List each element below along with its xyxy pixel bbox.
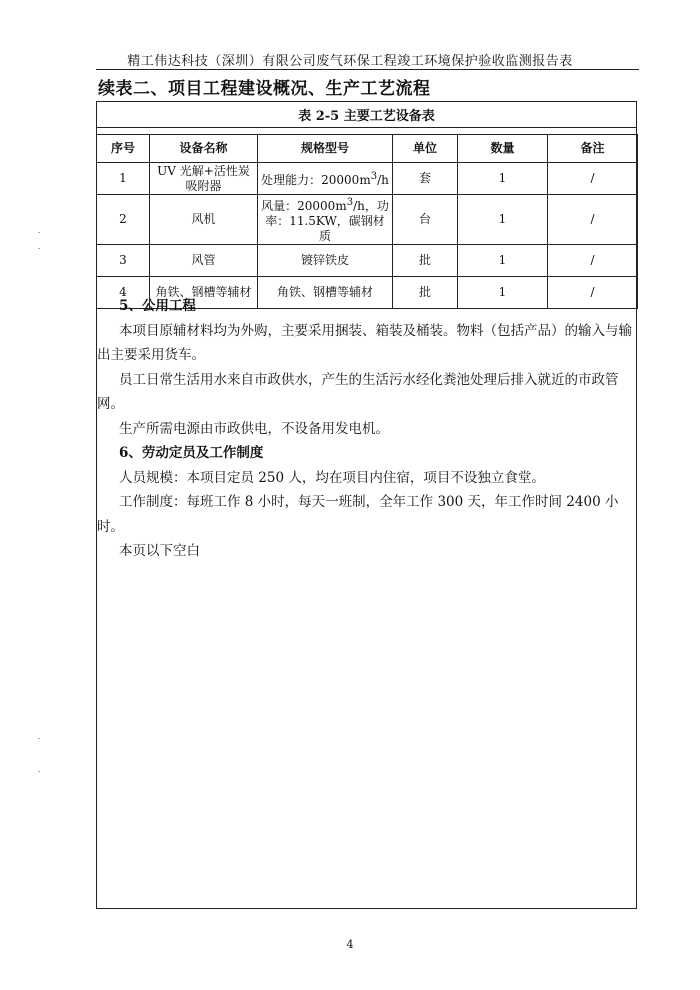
equipment-table: [96, 134, 638, 309]
cell-seq: 2: [97, 195, 150, 245]
utilities-heading: 5、公用工程: [119, 298, 196, 314]
utilities-paragraph-water: 员工日常生活用水来自市政供水，产生的生活污水经化粪池处理后排入就近的市政管网。: [97, 371, 619, 412]
column-header-note: 备注: [548, 135, 638, 163]
cell-seq: 4: [97, 277, 150, 309]
spec-text: 风量：20000m: [261, 199, 347, 213]
cell-unit: 批: [393, 277, 458, 309]
spec-text: 角铁、钢槽等辅材: [276, 285, 373, 299]
cell-name: UV 光解+活性炭吸附器: [150, 163, 258, 195]
cell-spec: [258, 195, 393, 245]
cell-unit: 台: [393, 195, 458, 245]
report-header-title: 精工伟达科技（深圳）有限公司废气环保工程竣工环境保护验收监测报告表: [127, 54, 573, 69]
cell-qty: 1: [458, 277, 548, 309]
cell-name: 风管: [150, 245, 258, 277]
cell-qty: 1: [458, 245, 548, 277]
spec-suffix: /h，功率：11.5KW，碳钢材质: [265, 199, 389, 243]
utilities-paragraph-materials: 本项目原辅材料均为外购，主要采用捆装、箱装及桶装。物料（包括产品）的输入与输出主要采用货车。: [97, 322, 632, 363]
cell-name: 风机: [150, 195, 258, 245]
cell-note: /: [548, 163, 638, 195]
margin-speck: [38, 232, 40, 233]
table-caption: 表 2-5 主要工艺设备表: [298, 109, 435, 124]
table-row: [97, 195, 638, 245]
body-text: [97, 294, 637, 564]
labor-paragraph-schedule: 工作制度：每班工作 8 小时，每天一班制，全年工作 300 天，年工作时间 2400 小时。: [97, 494, 619, 535]
header-rule: [96, 69, 639, 70]
page-number: 4: [346, 938, 354, 951]
cell-qty: 1: [458, 163, 548, 195]
caption-rule: [96, 127, 637, 128]
cell-qty: 1: [458, 195, 548, 245]
column-header-name: 设备名称: [150, 135, 258, 163]
cell-unit: 批: [393, 245, 458, 277]
spec-suffix: /h: [377, 173, 389, 187]
cell-name: 角铁、钢槽等辅材: [150, 277, 258, 309]
cell-note: /: [548, 195, 638, 245]
cell-seq: 1: [97, 163, 150, 195]
column-header-qty: 数量: [458, 135, 548, 163]
cell-unit: 套: [393, 163, 458, 195]
section-title: 续表二、项目工程建设概况、生产工艺流程: [98, 79, 431, 99]
table-row: [97, 163, 638, 195]
table-header-row: [97, 135, 638, 163]
blank-page-note: 本页以下空白: [119, 543, 200, 559]
cell-spec: [258, 163, 393, 195]
cell-note: /: [548, 245, 638, 277]
spec-superscript: 3: [346, 197, 354, 208]
utilities-paragraph-power: 生产所需电源由市政供电，不设备用发电机。: [119, 420, 389, 437]
cell-note: /: [548, 277, 638, 309]
labor-paragraph-staff: 人员规模：本项目定员 250 人，均在项目内住宿，项目不设独立食堂。: [119, 469, 545, 486]
column-header-seq: 序号: [97, 135, 150, 163]
margin-speck: [38, 248, 40, 249]
cell-seq: 3: [97, 245, 150, 277]
spec-text: 处理能力：20000m: [261, 173, 371, 187]
table-row: [97, 245, 638, 277]
spec-superscript: 3: [370, 171, 378, 182]
cell-spec: [258, 245, 393, 277]
spec-text: 镀锌铁皮: [300, 253, 349, 267]
labor-heading: 6、劳动定员及工作制度: [119, 445, 264, 461]
margin-speck: [38, 771, 40, 772]
column-header-spec: 规格型号: [258, 135, 393, 163]
column-header-unit: 单位: [393, 135, 458, 163]
margin-speck: [38, 738, 40, 739]
